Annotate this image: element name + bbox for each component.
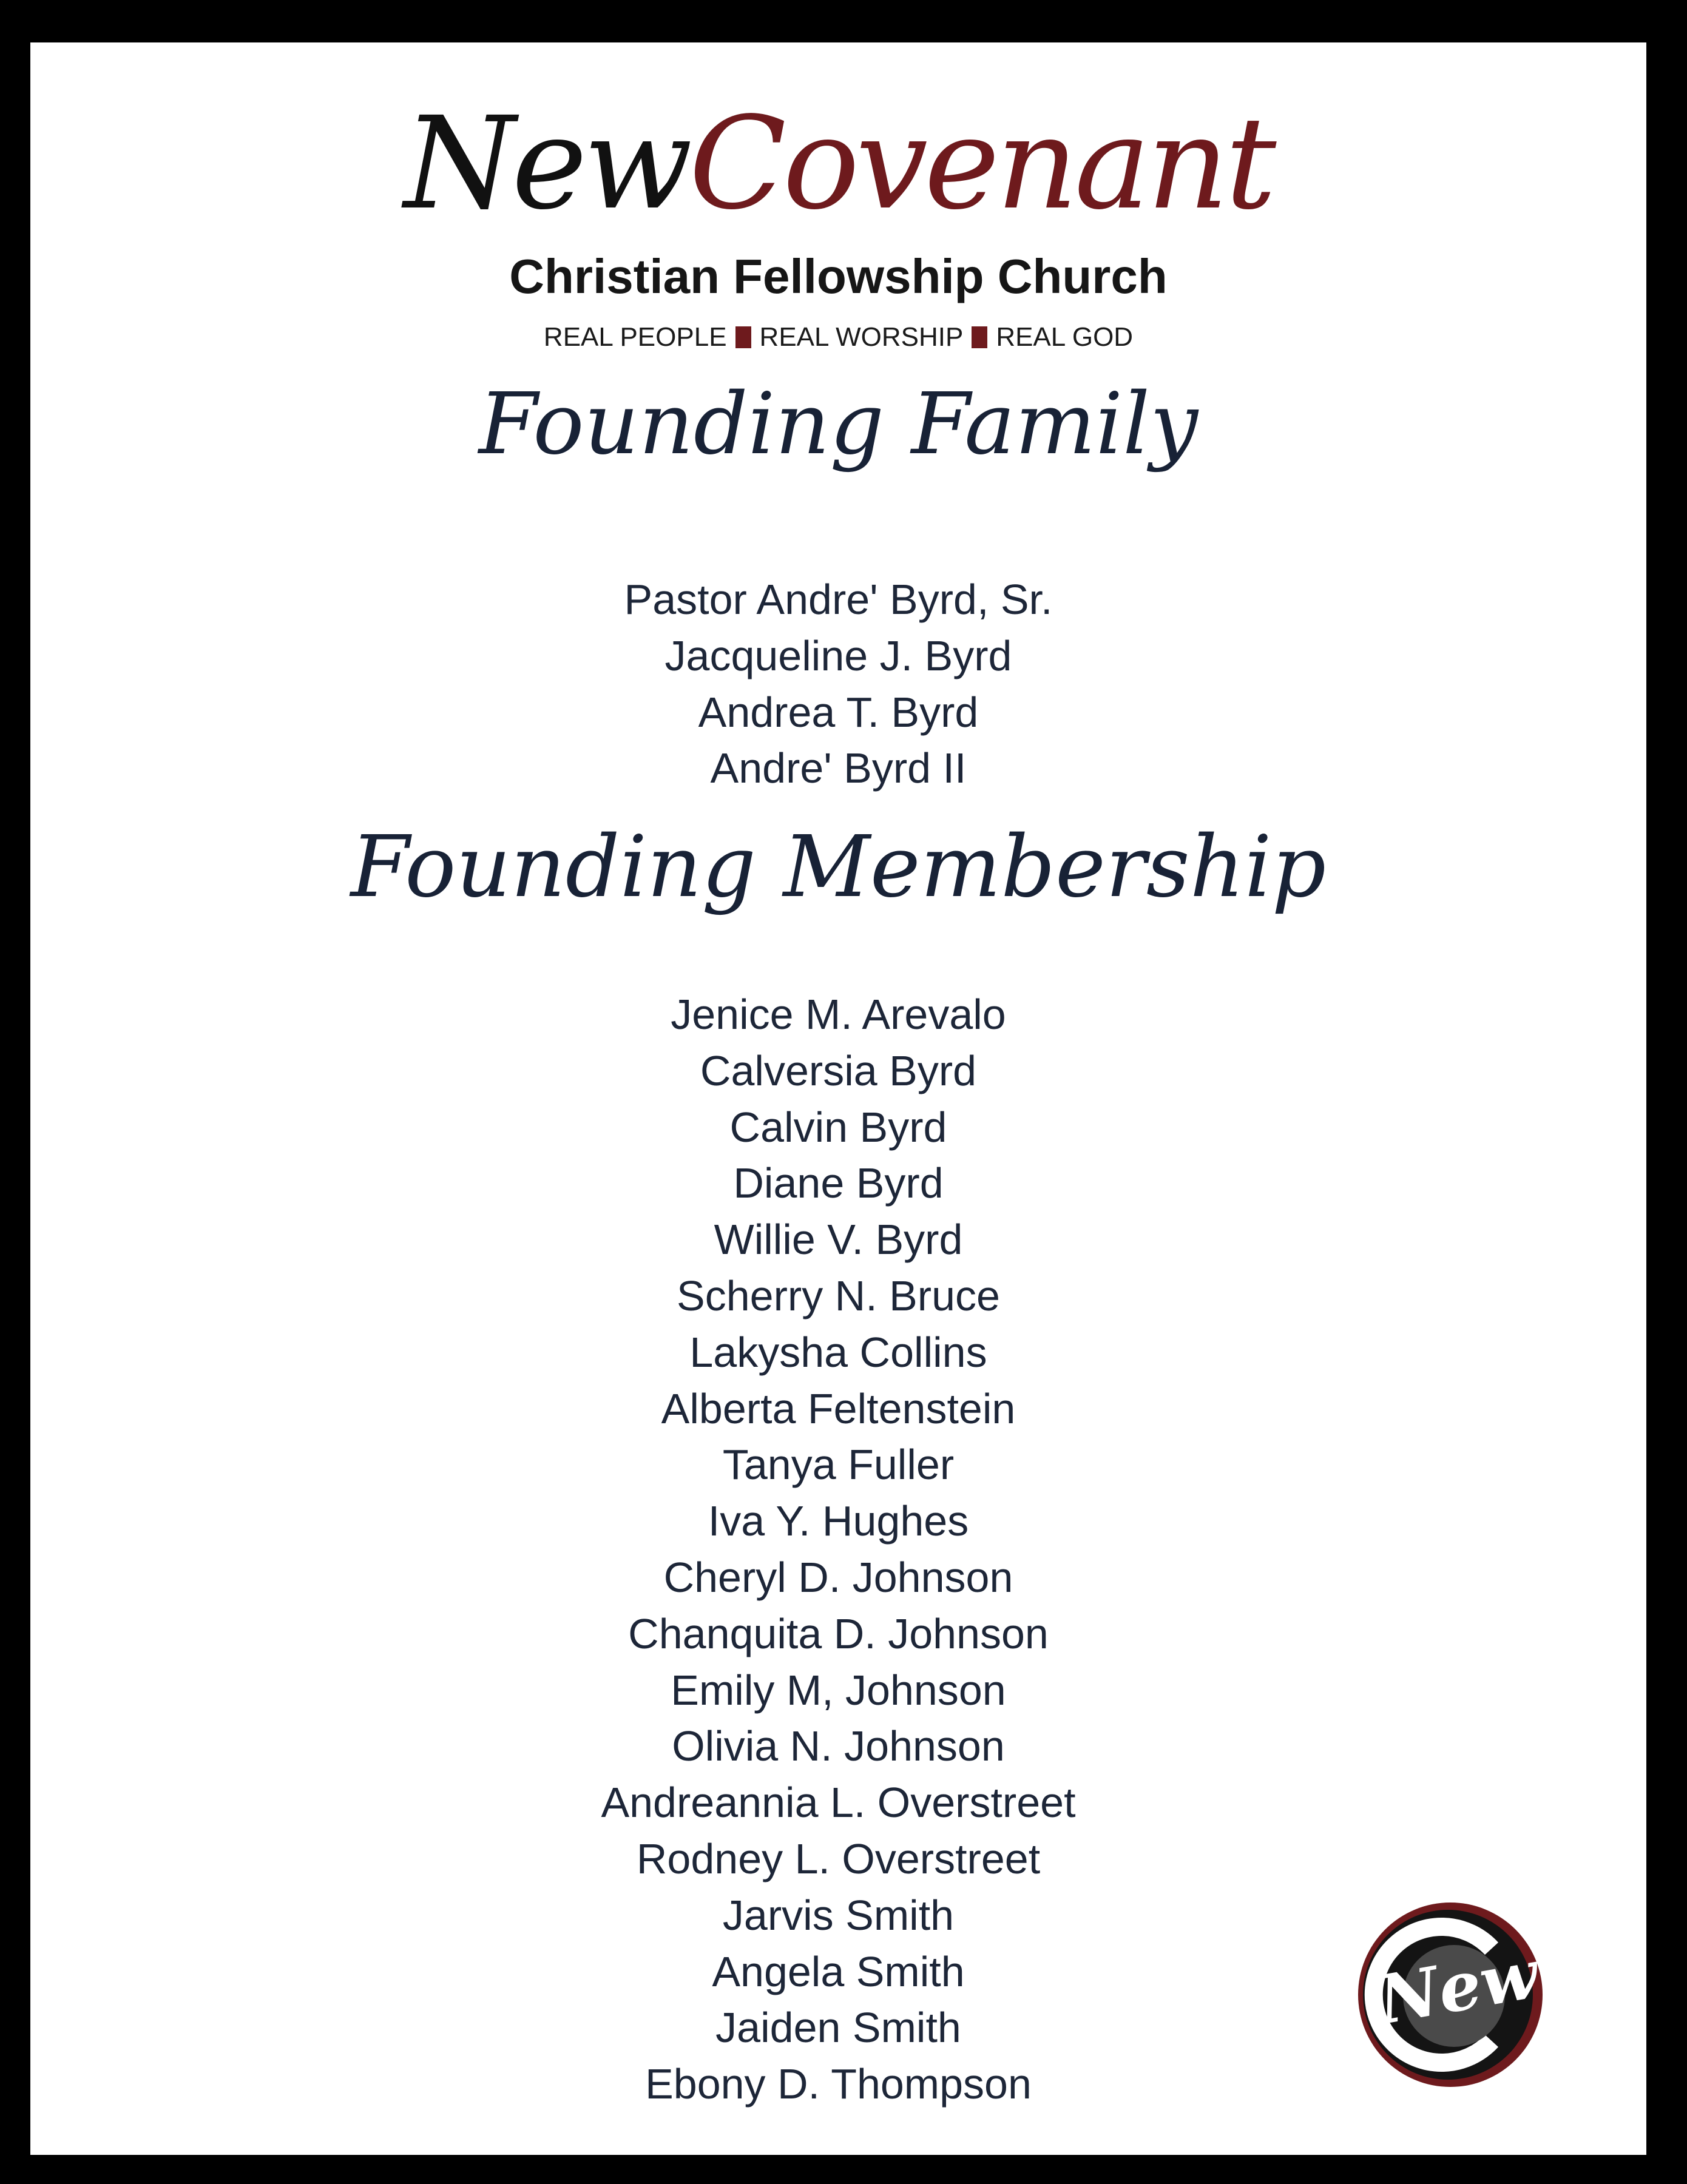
program-page <box>30 42 1646 2155</box>
tagline-separator <box>972 326 987 348</box>
tagline-separator <box>735 326 751 348</box>
founding-membership-heading: Founding Membership <box>350 818 1327 917</box>
list-item: Jaiden Smith <box>715 2004 961 2052</box>
list-item: Alberta Feltenstein <box>661 1384 1016 1432</box>
logo-wordmark-covenant: Covenant <box>689 89 1273 238</box>
list-item: Jarvis Smith <box>722 1891 955 1939</box>
list-item: Pastor Andre' Byrd, Sr. <box>624 576 1053 623</box>
list-item: Calversia Byrd <box>700 1046 977 1094</box>
list-item: Jenice M. Arevalo <box>671 991 1006 1038</box>
founding-family-list <box>30 571 1646 797</box>
church-emblem <box>1341 1890 1547 2097</box>
list-item: Calvin Byrd <box>729 1103 947 1151</box>
tagline-worship: REAL WORSHIP <box>759 322 964 352</box>
church-name: Christian Fellowship Church <box>509 249 1168 303</box>
list-item: Willie V. Byrd <box>714 1216 963 1264</box>
list-item: Lakysha Collins <box>689 1328 987 1376</box>
list-item: Jacqueline J. Byrd <box>664 632 1012 679</box>
tagline-god: REAL GOD <box>996 322 1134 352</box>
list-item: Chanquita D. Johnson <box>628 1609 1049 1657</box>
list-item: Andreannia L. Overstreet <box>601 1779 1076 1827</box>
list-item: Diane Byrd <box>733 1159 944 1207</box>
logo-wordmark <box>30 85 1646 243</box>
logo-wordmark-new: New <box>404 89 689 238</box>
list-item: Andrea T. Byrd <box>698 688 979 736</box>
emblem-wordmark: New <box>1371 1934 1544 2040</box>
founding-family-heading: Founding Family <box>478 375 1198 474</box>
list-item: Tanya Fuller <box>722 1441 955 1489</box>
tagline-people: REAL PEOPLE <box>543 322 727 352</box>
logo-tagline <box>30 320 1646 354</box>
list-item: Olivia N. Johnson <box>672 1722 1005 1770</box>
list-item: Cheryl D. Johnson <box>663 1553 1013 1601</box>
list-item: Rodney L. Overstreet <box>636 1835 1041 1882</box>
list-item: Ebony D. Thompson <box>645 2060 1032 2108</box>
list-item: Andre' Byrd II <box>710 744 967 792</box>
church-logo <box>30 85 1646 358</box>
list-item: Iva Y. Hughes <box>708 1497 969 1545</box>
list-item: Emily M, Johnson <box>671 1666 1006 1714</box>
list-item: Angela Smith <box>712 1947 965 1995</box>
list-item: Scherry N. Bruce <box>677 1272 1000 1320</box>
